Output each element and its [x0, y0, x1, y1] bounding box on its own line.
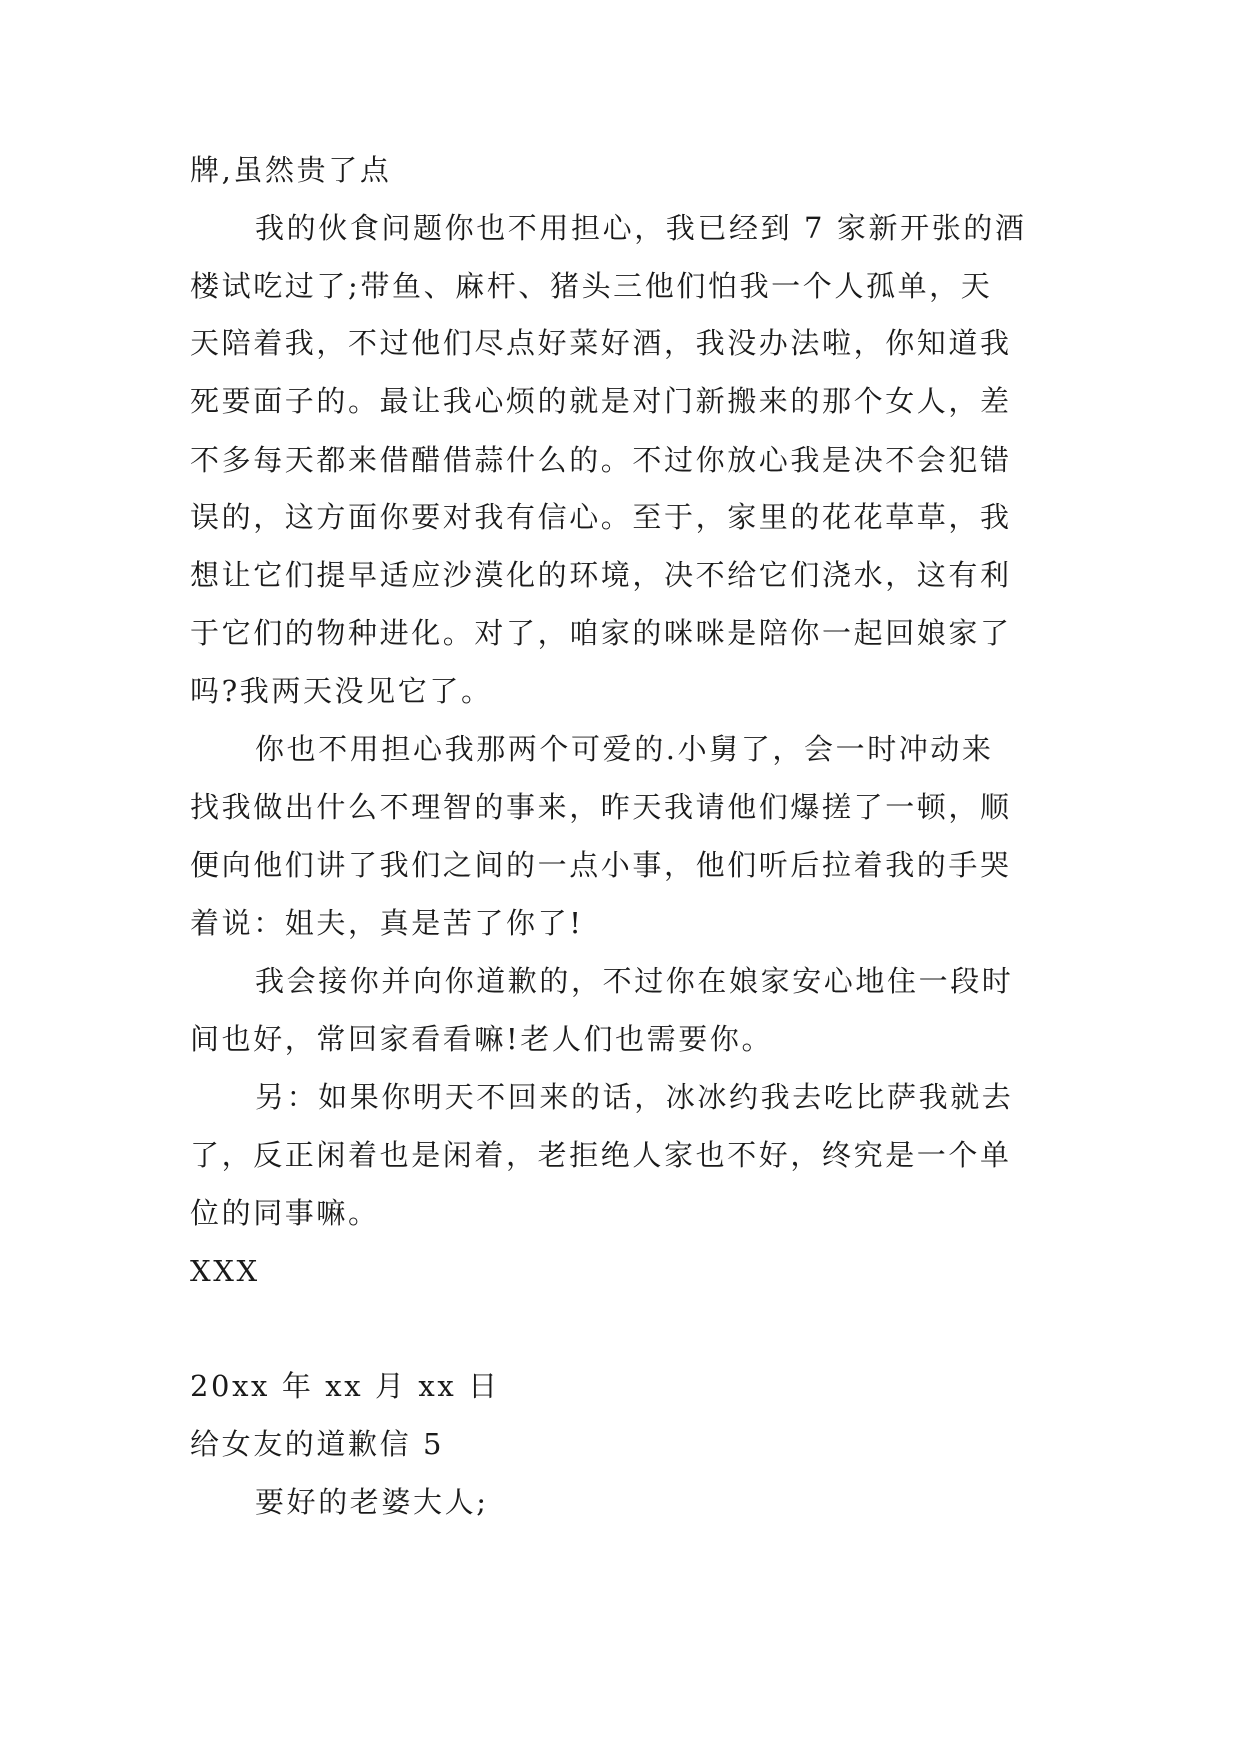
text-line: 不多每天都来借醋借蒜什么的。不过你放心我是决不会犯错: [190, 443, 1012, 477]
text-line: 了，反正闲着也是闲着，老拒绝人家也不好，终究是一个单: [190, 1138, 1012, 1172]
signature-line: XXX: [190, 1254, 260, 1288]
paragraph-start-line: 我会接你并向你道歉的，不过你在娘家安心地住一段时: [255, 964, 1014, 998]
text-line: 死要面子的。最让我心烦的就是对门新搬来的那个女人，差: [190, 384, 1012, 418]
text-line: 想让它们提早适应沙漠化的环境，决不给它们浇水，这有利: [190, 558, 1012, 592]
paragraph-start-line: 另：如果你明天不回来的话，冰冰约我去吃比萨我就去: [255, 1080, 1014, 1114]
text-line: 便向他们讲了我们之间的一点小事，他们听后拉着我的手哭: [190, 848, 1012, 882]
text-line: 吗?我两天没见它了。: [190, 674, 493, 708]
text-line: 找我做出什么不理智的事来，昨天我请他们爆搓了一顿，顺: [190, 790, 1012, 824]
salutation-line: 要好的老婆大人;: [255, 1485, 489, 1519]
paragraph-start-line: 你也不用担心我那两个可爱的.小舅了，会一时冲动来: [255, 732, 994, 766]
date-line: 20xx 年 xx 月 xx 日: [190, 1369, 500, 1403]
text-line: 楼试吃过了;带鱼、麻杆、猪头三他们怕我一个人孤单，天: [190, 269, 993, 303]
section-title: 给女友的道歉信 5: [190, 1427, 445, 1461]
text-line: 于它们的物种进化。对了，咱家的咪咪是陪你一起回娘家了: [190, 616, 1012, 650]
text-line: 着说：姐夫，真是苦了你了!: [190, 906, 584, 940]
text-line: 误的，这方面你要对我有信心。至于，家里的花花草草，我: [190, 500, 1012, 534]
text-line: 牌,虽然贵了点: [190, 153, 392, 187]
text-line: 天陪着我，不过他们尽点好菜好酒，我没办法啦，你知道我: [190, 326, 1012, 360]
text-line: 位的同事嘛。: [190, 1196, 380, 1230]
paragraph-start-line: 我的伙食问题你也不用担心，我已经到 7 家新开张的酒: [255, 211, 1027, 245]
text-line: 间也好，常回家看看嘛!老人们也需要你。: [190, 1022, 774, 1056]
